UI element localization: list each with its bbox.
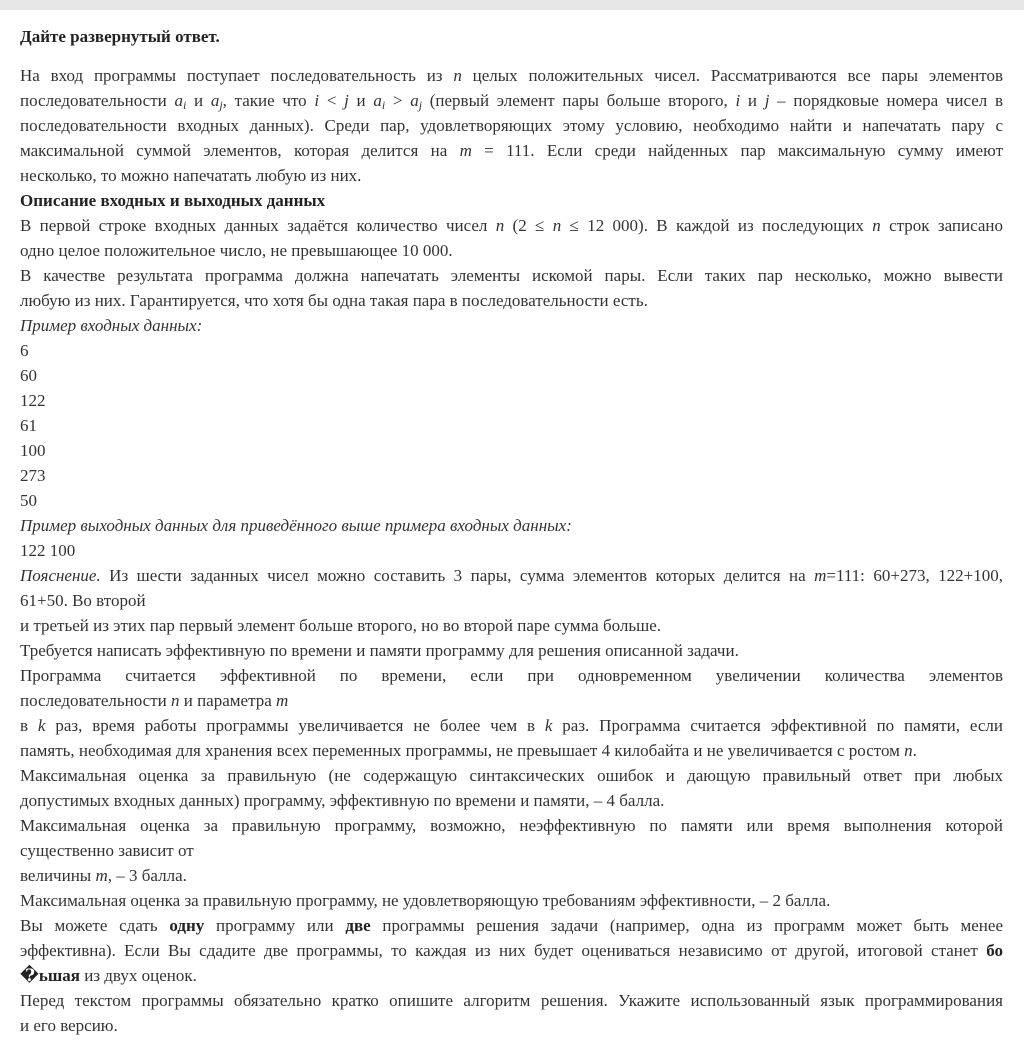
io-heading: Описание входных и выходных данных xyxy=(20,191,326,210)
task-title: Дайте развернутый ответ. xyxy=(20,27,220,46)
explanation: Пояснение. Из шести заданных чисел можно составить 3 пары, сумма элементов которых делится на m=111: 60+273, 122+100, 61+50. Во второй и третьей из этих пар первый элемент больше второго, но во второй паре сумма больше. xyxy=(20,566,1003,635)
top-bar xyxy=(0,0,1024,10)
problem-statement: На вход программы поступает последовательность из n целых положительных чисел. Рассматриваются все пары элементов последовательности $a_i$ и $a_j$, такие что i < j и $a_i > a_j$ (первый элемент пары больше второго, i и j – порядковые номера чисел в последовательности входных данных). Среди пар, удовлетворяющих этому условию, необходимо найти и напечатать пару с максимальной суммой элементов, которая делится на m = 111. Если среди найденных пар максимальную сумму имеют несколько, то можно напечатать любую из них. xyxy=(20,66,1003,185)
input-example-line: 61 xyxy=(20,416,37,435)
final-instructions: Перед текстом программы обязательно кратко опишите алгоритм решения. Укажите использованный язык программирования и его версию. xyxy=(20,991,1003,1035)
efficiency-definition: Программа считается эффективной по времени, если при одновременном увеличении количества элементов последовательности n и параметра m в k раз, время работы программы увеличивается не более чем в k раз. Программа считается эффективной по памяти, если память, необходимая для хранения всех переменных программы, не превышает 4 килобайта и не увеличивается с ростом n. xyxy=(20,666,1004,760)
output-description: В качестве результата программа должна напечатать элементы искомой пары. Если таких пар несколько, можно вывести любую из них. Гарантируется, что хотя бы одна такая пара в последовательности есть. xyxy=(20,266,1003,310)
input-description: В первой строке входных данных задаётся количество чисел n (2 ≤ n ≤ 12 000). В каждой из последующих n строк записано одно целое положительное число, не превышающее 10 000. xyxy=(20,216,1004,260)
submission-rules: Вы можете сдать одну программу или две программы решения задачи (например, одна из программ может быть менее эффективна). Если Вы сдадите две программы, то каждая из них будет оцениваться независимо от другой, итоговой станет бо �ьшая из двух оценок. xyxy=(20,916,1003,985)
input-example-line: 273 xyxy=(20,466,46,485)
task-content xyxy=(20,24,1003,1038)
score-2: Максимальная оценка за правильную программу, не удовлетворяющую требованиям эффективности, – 2 балла. xyxy=(20,891,831,910)
output-example-label: Пример выходных данных для приведённого выше примера входных данных: xyxy=(20,516,572,535)
score-3: Максимальная оценка за правильную программу, возможно, неэффективную по памяти или время выполнения которой существенно зависит от величины m, – 3 балла. xyxy=(20,816,1003,885)
input-example-line: 122 xyxy=(20,391,46,410)
input-example-line: 60 xyxy=(20,366,37,385)
input-example-line: 6 xyxy=(20,341,29,360)
input-example-label: Пример входных данных: xyxy=(20,316,203,335)
score-4: Максимальная оценка за правильную (не содержащую синтаксических ошибок и дающую правильный ответ при любых допустимых входных данных) программу, эффективную по времени и памяти, – 4 балла. xyxy=(20,766,1003,810)
input-example-line: 50 xyxy=(20,491,37,510)
input-example xyxy=(20,338,1003,513)
input-example-line: 100 xyxy=(20,441,46,460)
output-example: 122 100 xyxy=(20,541,76,560)
requirement: Требуется написать эффективную по времени и памяти программу для решения описанной задачи. xyxy=(20,641,739,660)
